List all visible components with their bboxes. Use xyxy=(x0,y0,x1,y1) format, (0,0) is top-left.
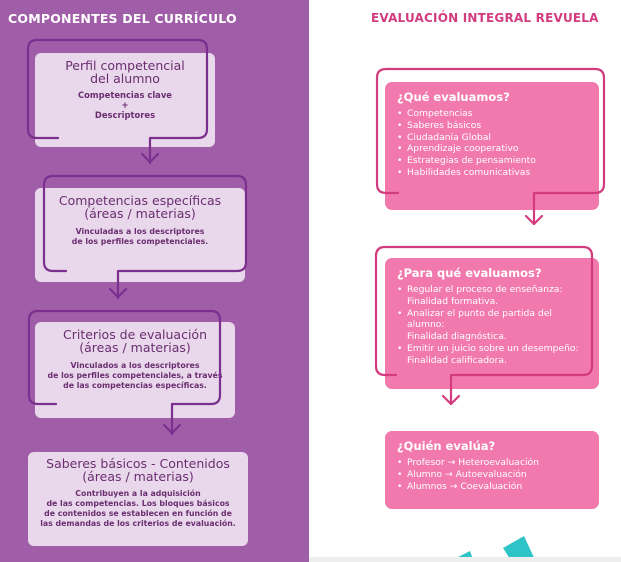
card-heading: ¿Qué evaluamos? xyxy=(397,90,510,104)
evaluation-type: Heteroevaluación xyxy=(458,457,539,468)
connector-outline-2 xyxy=(44,176,246,298)
list-item-text: Regular el proceso de enseñanza: xyxy=(407,284,563,295)
list-item-text: Estrategias de pensamiento xyxy=(407,155,536,167)
list-item-text: Emitir un juicio sobre un desempeño: xyxy=(407,342,579,354)
card-title-line: Perfil competencial xyxy=(65,58,185,73)
arrow-right-icon: → xyxy=(444,468,453,480)
evaluator-name: Alumnos xyxy=(407,480,447,492)
evaluator-name: Profesor xyxy=(407,457,445,468)
card-detail-line: Vinculadas a los descriptores xyxy=(75,227,205,236)
card-detail-line: de contenidos se establecen en función de xyxy=(44,509,232,518)
bullet-icon: • xyxy=(397,166,403,178)
bullet-icon: • xyxy=(397,143,403,155)
bullet-icon: • xyxy=(397,342,403,354)
card-detail-line: las demandas de los criterios de evaluación. xyxy=(40,519,236,528)
card-detail-line: de los perfiles competenciales. xyxy=(71,237,209,246)
bullet-icon: • xyxy=(397,108,403,119)
list-item-purpose: Finalidad formativa. xyxy=(407,295,499,307)
card-detail-line: de las competencias específicas. xyxy=(63,381,207,390)
list-item-text: Aprendizaje cooperativo xyxy=(407,143,519,155)
bullet-icon: • xyxy=(397,284,403,295)
arrow-right-icon: → xyxy=(447,457,456,468)
connector-outline-3 xyxy=(29,311,220,434)
list-item-text: Analizar el punto de partida del alumno: xyxy=(407,307,552,331)
list-item-purpose: Finalidad diagnóstica. xyxy=(407,331,507,343)
list-item-purpose: Finalidad calificadora. xyxy=(407,354,507,366)
bullet-icon: • xyxy=(397,155,403,167)
evaluation-type: Autoevaluación xyxy=(455,468,527,480)
card-detail-line: de los perfiles competenciales, a través xyxy=(47,371,223,380)
list-item-text: Habilidades comunicativas xyxy=(407,166,531,178)
list-item-text: Competencias xyxy=(407,108,473,119)
card-detail-line: Competencias clave xyxy=(78,90,172,100)
bullet-icon: • xyxy=(397,457,403,468)
right-section-title: EVALUACIÓN INTEGRAL REVUELA xyxy=(371,11,599,25)
arrow-right-icon: → xyxy=(449,480,458,492)
card-detail-line: de las competencias. Los bloques básicos xyxy=(46,499,230,508)
card-detail-line: + xyxy=(121,100,129,110)
connector-outline-right-1 xyxy=(377,69,604,224)
card-title-line: (áreas / materias) xyxy=(82,469,194,484)
card-title-line: Saberes básicos - Contenidos xyxy=(46,456,230,471)
card-heading: ¿Para qué evaluamos? xyxy=(397,266,542,280)
card-title-line: del alumno xyxy=(90,71,160,86)
card-heading: ¿Quién evalúa? xyxy=(397,439,496,453)
card-detail-line: Vinculados a los descriptores xyxy=(70,361,200,370)
left-section-title: COMPONENTES DEL CURRÍCULO xyxy=(8,11,237,26)
bullet-icon: • xyxy=(397,468,403,480)
card-title-line: Criterios de evaluación xyxy=(63,327,207,342)
connector-outline-right-2 xyxy=(376,247,592,404)
card-detail-line: Descriptores xyxy=(94,110,156,120)
bullet-icon: • xyxy=(397,307,403,319)
card-title-line: (áreas / materias) xyxy=(79,340,191,355)
evaluator-name: Alumno xyxy=(407,468,443,480)
list-item-text: Saberes básicos xyxy=(407,119,482,131)
connector-outline-1 xyxy=(28,40,207,163)
bullet-icon: • xyxy=(397,131,403,143)
evaluation-type: Coevaluación xyxy=(460,480,523,492)
bullet-icon: • xyxy=(397,480,403,492)
bottom-divider xyxy=(309,557,621,562)
card-detail-line: Contribuyen a la adquisición xyxy=(75,489,201,498)
card-title-line: Competencias específicas xyxy=(58,193,222,208)
list-item-text: Ciudadanía Global xyxy=(407,131,491,143)
card-title-line: (áreas / materias) xyxy=(84,206,196,221)
bullet-icon: • xyxy=(397,119,403,131)
